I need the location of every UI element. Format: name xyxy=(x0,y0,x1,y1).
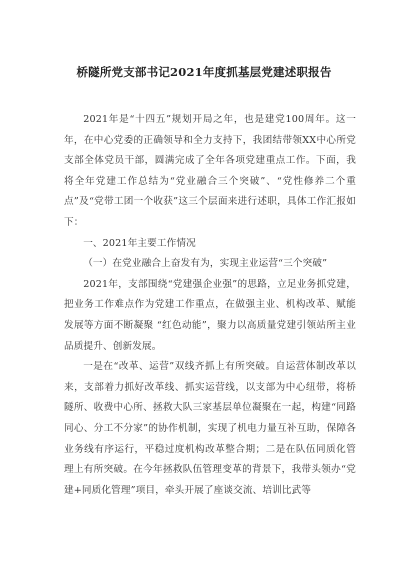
section-heading: 一、2021年主要工作情况 xyxy=(83,237,196,249)
subsection-heading: （一）在党业融合上奋发有为，实现主业运营“三个突破” xyxy=(83,258,328,270)
body-paragraph: 2021年，支部围绕“党建强企业强”的思路，立足业务抓党建，把业务工作难点作为党建工作重点，在做强主业、机构改革、赋能发展等方面不断凝聚 “红色动能”，聚力以高质量党建引领站所主业品质提升、创新发展。 xyxy=(64,278,356,352)
body-paragraph: 一是在“改革、运营”双线齐抓上有所突破。自运营体制改革以来，支部着力抓好改革线、抓实运营线，以支部为中心纽带，将桥隧所、收费中心所、拯救大队三家基层单位凝聚在一起，构建“同路同心、分工不分家”的协作机制，实现了机电力量互补互助，保障各业务线有序运行，平稳过度机构改革整合期；二是在队伍同质化管理上有所突破。在今年拯救队伍管理变革的背景下，我带头领办“党建+同质化管理”项目，牵头开展了座谈交流、培训比武等 xyxy=(64,361,356,496)
document-body xyxy=(64,110,356,501)
document-title: 桥隧所党支部书记2021年度抓基层党建述职报告 xyxy=(76,65,332,79)
intro-paragraph: 2021年是“十四五”规划开局之年，也是建党100周年。这一年，在中心党委的正确领导和全力支持下，我团结带领XX中心所党支部全体党员干部，圆满完成了全年各项党建重点工作。下面，我将全年党建工作总结为“党业融合三个突破”、“党性修养二个重点”及“党带工团一个收获”这三个层面来进行述职，具体工作汇报如下： xyxy=(64,114,356,228)
